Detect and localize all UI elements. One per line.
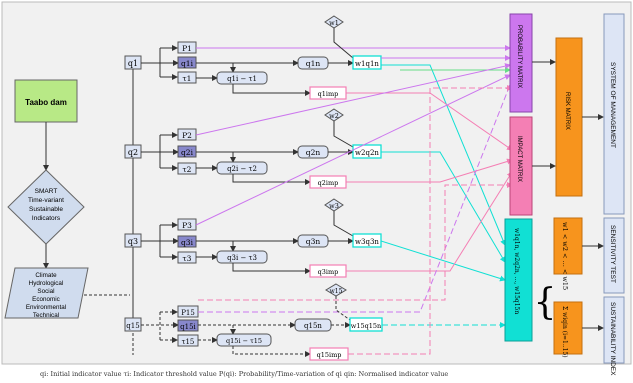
q15-label: q15	[126, 322, 140, 330]
q3imp-label: q3imp	[317, 268, 339, 276]
category-environmental: Environmental	[25, 304, 67, 311]
category-economic: Economic	[32, 296, 60, 303]
sustainability-index-label: SUSTAINABILITY INDEX	[609, 302, 616, 376]
diff3-label: q3i − τ3	[227, 254, 257, 262]
q2-label: q2	[127, 148, 139, 157]
q2i-label: q2i	[181, 148, 193, 157]
q2imp-label: q2imp	[317, 179, 339, 187]
q15imp-label: q15imp	[316, 351, 342, 359]
q3n-label: q3n	[305, 237, 321, 246]
p15-label: P15	[181, 309, 195, 317]
q15n-label: q15n	[304, 322, 322, 330]
w2-label: w2	[329, 112, 339, 120]
diff2-label: q2i − τ2	[227, 165, 257, 173]
diff15-label: q15i − τ15	[226, 337, 262, 345]
w15-label: w15	[329, 288, 343, 295]
sensitivity-test-label: SENSITIVITY TEST	[609, 225, 616, 283]
category-social: Social	[37, 288, 55, 295]
legend-text: qi: Initial indicator value τi: Indicator threshold value P(qi): Probability/Time-variation of qi qin: Normalised indicator value	[40, 370, 449, 378]
tau15-label: τ15	[181, 338, 195, 346]
smart-line-1: SMART	[34, 188, 58, 195]
risk-matrix-label: RISK MATRIX	[564, 92, 570, 130]
system-of-management-label: SYSTEM OF MANAGEMENT	[609, 62, 616, 148]
w1q1n-label: w1q1n	[355, 60, 379, 68]
p2-label: P2	[182, 131, 192, 140]
sum-formula-label: Σ wiqin (i=1..15)	[561, 306, 568, 358]
tau3-label: τ3	[182, 254, 192, 263]
q1i-label: q1i	[181, 59, 193, 68]
taabo-dam-label: Taabo dam	[25, 98, 67, 107]
p1-label: P1	[182, 44, 192, 53]
q1imp-label: q1imp	[317, 90, 339, 98]
smart-line-3: Sustainable	[29, 206, 63, 213]
q1-label: q1	[127, 59, 139, 68]
weighted-values-label: w1q1n, w2q2n, ..., w15q15n	[513, 228, 520, 315]
w3q3n-label: w3q3n	[355, 238, 379, 246]
tau2-label: τ2	[182, 165, 192, 174]
smart-line-2: Time-variant	[28, 197, 64, 204]
w15q15n-label: w15q15n	[350, 322, 382, 330]
tau1-label: τ1	[182, 74, 192, 83]
w3-label: w3	[329, 202, 339, 210]
w2q2n-label: w2q2n	[355, 149, 379, 157]
brace-symbol: {	[533, 282, 557, 323]
diff1-label: q1i − τ1	[227, 75, 257, 83]
q15i-label: q15i	[180, 323, 196, 331]
w1-label: w1	[329, 19, 339, 27]
q3-label: q3	[127, 237, 139, 246]
sensitivity-formula-label: w1 < w2 < ... < w15	[561, 222, 569, 291]
category-climate: Climate	[35, 272, 57, 279]
smart-line-4: Indicators	[31, 215, 61, 222]
probability-matrix-label: PROBABILITY MATRIX	[516, 25, 522, 89]
p3-label: P3	[182, 221, 192, 230]
q2n-label: q2n	[305, 148, 321, 157]
category-technical: Technical	[32, 312, 60, 319]
q1n-label: q1n	[305, 59, 321, 68]
q3i-label: q3i	[181, 238, 193, 247]
category-hydrological: Hydrological	[28, 280, 64, 287]
impact-matrix-label: IMPACT MATRIX	[516, 136, 522, 183]
